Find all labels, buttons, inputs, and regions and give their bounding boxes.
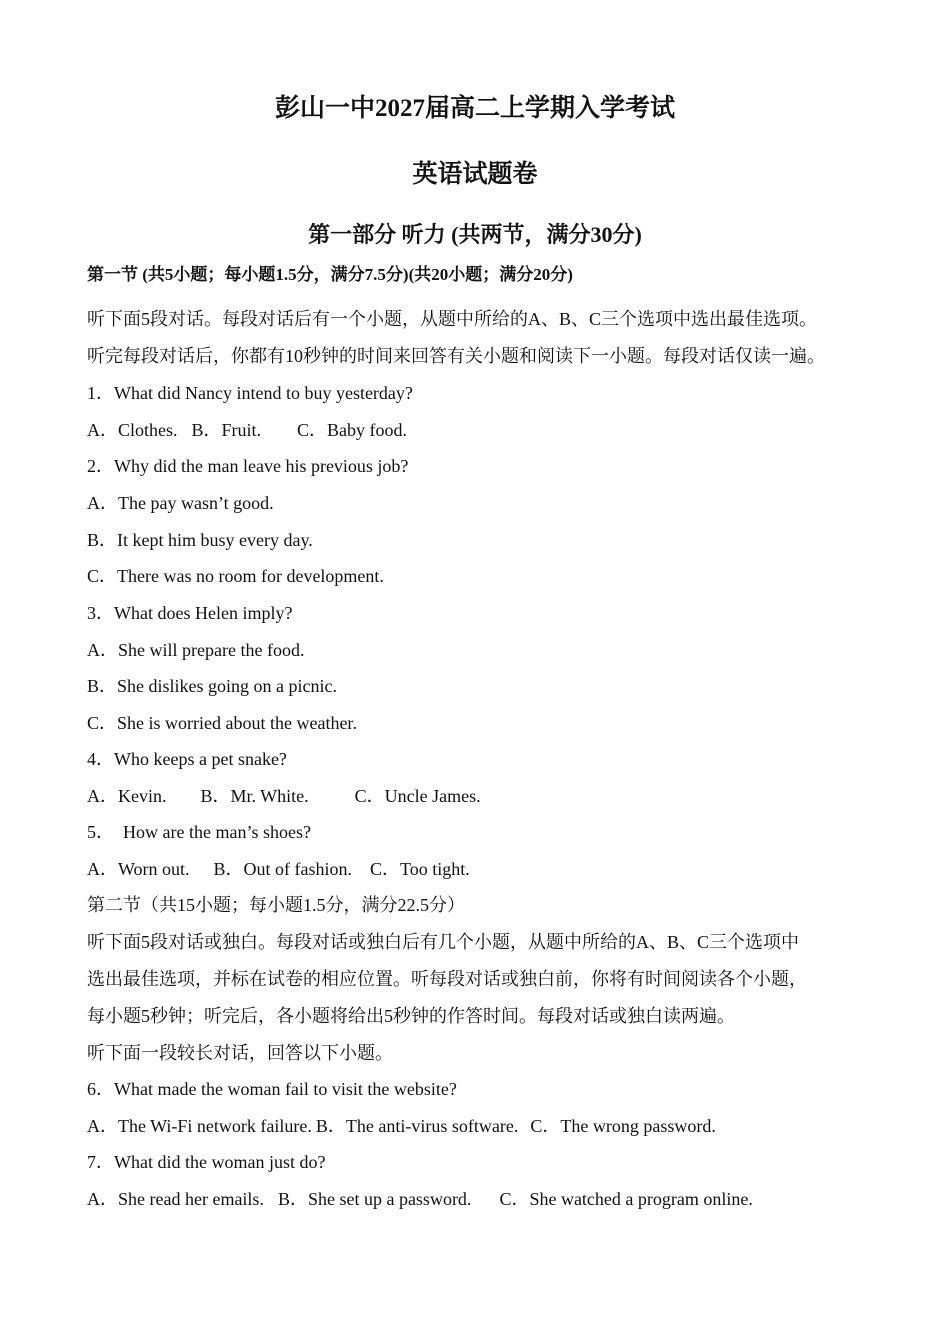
question-7-stem: 7．What did the woman just do? [87, 1152, 326, 1172]
question-3-stem: 3．What does Helen imply? [87, 603, 293, 623]
q3-option-b: B．She dislikes going on a picnic. [87, 676, 337, 696]
question-5-stem: 5． How are the man’s shoes? [87, 822, 311, 842]
q7-option-a: A．She read her emails. [87, 1189, 264, 1209]
question-5-options [87, 855, 470, 881]
section-one-instruction-2: 听完每段对话后，你都有10秒钟的时间来回答有关小题和阅读下一小题。每段对话仅读一遍。 [87, 346, 825, 366]
q1-option-c: C．Baby food. [297, 420, 408, 440]
part-one-heading: 第一部分 听力 (共两节，满分30分) [308, 222, 642, 247]
q7-option-b: B．She set up a password. [277, 1189, 472, 1209]
q1-option-a: A．Clothes. [87, 420, 178, 440]
q4-option-c: C．Uncle James. [354, 786, 481, 806]
q4-option-a: A．Kevin. [87, 786, 167, 806]
question-2-stem: 2．Why did the man leave his previous job? [87, 456, 409, 476]
q5-option-b: B．Out of fashion. [213, 859, 353, 879]
exam-title: 彭山一中2027届高二上学期入学考试 [274, 95, 675, 122]
q6-option-a: A．The Wi-Fi network failure. [87, 1116, 312, 1136]
question-6-stem: 6．What made the woman fail to visit the website? [87, 1079, 457, 1099]
question-1-stem: 1．What did Nancy intend to buy yesterday? [87, 383, 413, 403]
q5-option-c: C．Too tight. [370, 859, 470, 879]
q3-option-c: C．She is worried about the weather. [87, 713, 357, 733]
section-two-instruction-3: 每小题5秒钟；听完后，各小题将给出5秒钟的作答时间。每段对话或独白读两遍。 [87, 1006, 735, 1026]
q4-option-b: B．Mr. White. [200, 786, 309, 806]
section-one-heading: 第一节 (共5小题；每小题1.5分，满分7.5分)(共20小题；满分20分) [87, 265, 573, 284]
section-one-instruction-1: 听下面5段对话。每段对话后有一个小题，从题中所给的A、B、C三个选项中选出最佳选项。 [87, 309, 818, 329]
section-two-heading: 第二节（共15小题；每小题1.5分，满分22.5分） [87, 895, 465, 915]
q6-option-b: B．The anti-virus software. [315, 1116, 519, 1136]
q7-option-c: C．She watched a program online. [499, 1189, 753, 1209]
question-6-options [87, 1112, 716, 1138]
q2-option-c: C．There was no room for development. [87, 566, 384, 586]
exam-subtitle: 英语试题卷 [412, 161, 538, 188]
question-4-options [87, 782, 481, 808]
q2-option-b: B．It kept him busy every day. [87, 530, 313, 550]
q3-option-a: A．She will prepare the food. [87, 640, 305, 660]
q5-option-a: A．Worn out. [87, 859, 190, 879]
question-4-stem: 4．Who keeps a pet snake? [87, 749, 287, 769]
question-1-options [87, 416, 407, 442]
q6-option-c: C．The wrong password. [530, 1116, 716, 1136]
q2-option-a: A．The pay wasn’t good. [87, 493, 274, 513]
section-two-instruction-1: 听下面5段对话或独白。每段对话或独白后有几个小题，从题中所给的A、B、C三个选项中 [87, 932, 800, 952]
section-two-instruction-2: 选出最佳选项，并标在试卷的相应位置。听每段对话或独白前，你将有时间阅读各个小题， [87, 969, 807, 989]
question-7-options [87, 1185, 753, 1211]
q1-option-b: B．Fruit. [191, 420, 262, 440]
section-two-instruction-4: 听下面一段较长对话，回答以下小题。 [87, 1043, 393, 1063]
